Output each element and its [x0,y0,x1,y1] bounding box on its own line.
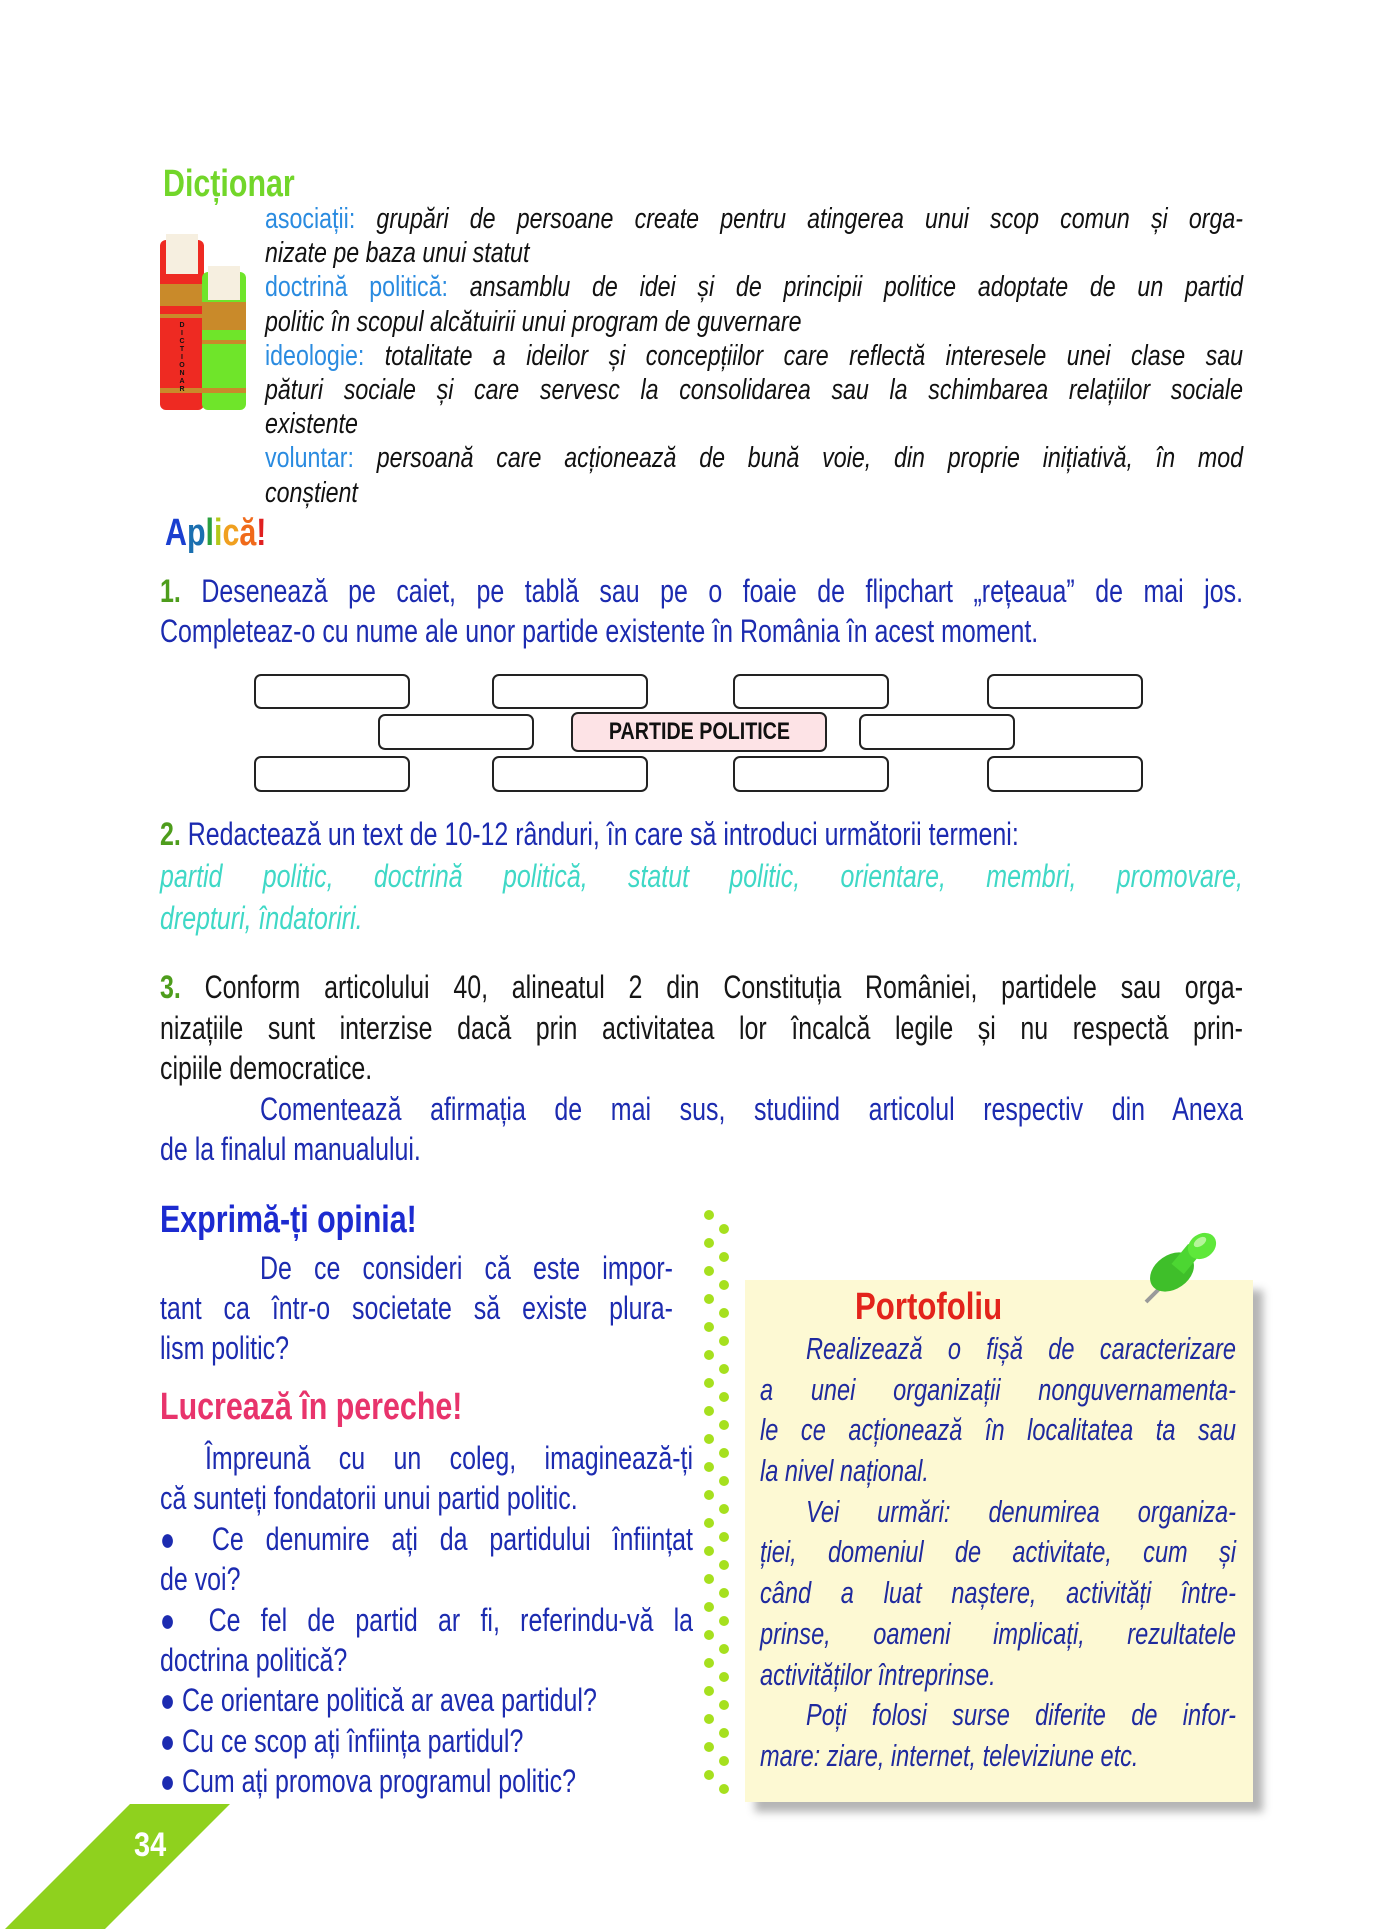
task-terms: partid politic, doctrină politică, statut politic, orientare, membri, promovare, [160,858,1243,894]
opinion-text: De ce consideri că este impor- [260,1250,673,1286]
dictionary-definition: ansamblu de idei și de principii politice adoptate de un partid [469,271,1243,304]
dictionary-term: doctrină politică: [265,271,448,304]
task-text: nizațiile sunt interzise dacă prin activitatea lor încalcă legile și nu respectă prin- [160,1009,1243,1046]
portfolio-text: a unei organizații nonguvernamenta- [760,1371,1236,1407]
task-terms: drepturi, îndatoriri. [160,900,363,936]
pairs-text: ● Ce fel de partid ar fi, referindu-vă la [160,1601,693,1638]
pairs-text: de voi? [160,1561,241,1598]
task-text: Conform articolului 40, alineatul 2 din Constituția României, partidele sau orga- [204,969,1244,1005]
dictionary-term: ideologie: [265,339,365,372]
pairs-text: ● Cum ați promova programul politic? [160,1763,576,1800]
page-number: 34 [134,1826,167,1864]
pairs-text: ● Ce denumire ați da partidului înființat [160,1520,693,1557]
portfolio-text: ției, domeniul de activitate, cum și [760,1534,1236,1570]
task-text: cipiile democratice. [160,1050,373,1086]
portfolio-text: activităților întreprinse. [760,1656,996,1692]
opinion-text: lism politic? [160,1330,289,1366]
pairs-text: doctrina politică? [160,1641,348,1678]
dictionary-term: asociații: [265,203,356,235]
dictionary-definition: pături sociale și care servesc la consolidarea sau la schimbarea relațiilor sociale [265,373,1243,406]
dictionary-term: voluntar: [265,442,354,475]
dictionary-definition: politic în scopul alcătuirii unui program de guvernare [265,305,802,338]
task-number: 2. [160,816,181,852]
network-center-label: PARTIDE POLITICE [608,718,790,745]
dictionary-definition: conștient [265,476,358,509]
pairs-text: ● Cu ce scop ați înființa partidul? [160,1722,524,1759]
dictionary-definition: grupări de persoane create pentru atingerea unui scop comun și orga- [376,203,1244,235]
task-number: 1. [160,573,181,609]
portfolio-text: când a luat naștere, activități între- [760,1575,1236,1611]
portfolio-text: Realizează o fișă de caracterizare [806,1331,1236,1366]
portfolio-text: mare: ziare, internet, televiziune etc. [760,1737,1139,1773]
dictionary-title: Dicționar [163,163,295,205]
dictionary-definition: persoană care acționează de bună voie, din proprie inițiativă, în mod [376,442,1244,475]
portfolio-text: le ce acționează în localitatea ta sau [760,1412,1236,1448]
task-number: 3. [160,969,181,1005]
apply-title-letter: ă [239,512,257,554]
svg-text:DICTIONAR: D I C T I O N A R [179,322,185,393]
apply-title-letter: c [222,512,240,554]
apply-title-letter: l [205,512,214,554]
apply-title-letter: ! [256,512,267,554]
pairs-title: Lucrează în pereche! [160,1386,463,1428]
portfolio-text: Poți folosi surse diferite de infor- [806,1697,1236,1733]
task-text: Completeaz-o cu nume ale unor partide existente în România în acest moment. [160,613,1039,649]
apply-title-letter: p [186,512,206,554]
dictionary-definition: existente [265,408,358,441]
dictionary-definition: nizate pe baza unui statut [265,237,530,270]
opinion-text: tant ca într-o societate să existe plura- [160,1290,673,1326]
task-text: Redactează un text de 10-12 rânduri, în care să introduci următorii termeni: [187,816,1019,852]
portfolio-text: prinse, oameni implicați, rezultatele [760,1615,1236,1651]
task-comment: de la finalul manualului. [160,1131,421,1167]
pairs-text: ● Ce orientare politică ar avea partidul? [160,1682,597,1719]
pairs-text: că sunteți fondatorii unui partid politic. [160,1480,578,1517]
portfolio-title: Portofoliu [855,1286,1003,1328]
dictionary-definition: totalitate a ideilor și concepțiilor care reflectă interesele unei clase sau [384,339,1244,372]
portfolio-text: la nivel național. [760,1453,929,1489]
apply-title-letter: i [213,512,223,554]
portfolio-text: Vei urmări: denumirea organiza- [806,1493,1236,1529]
task-comment: Comentează afirmația de mai sus, studiind articolul respectiv din Anexa [260,1090,1243,1127]
opinion-title: Exprimă-ți opinia! [160,1199,417,1241]
apply-title-letter: A [165,512,187,554]
task-text: Desenează pe caiet, pe tablă sau pe o foaie de flipchart „rețeaua” de mai jos. [201,573,1244,609]
pairs-text: Împreună cu un coleg, imaginează-ți [205,1440,693,1476]
